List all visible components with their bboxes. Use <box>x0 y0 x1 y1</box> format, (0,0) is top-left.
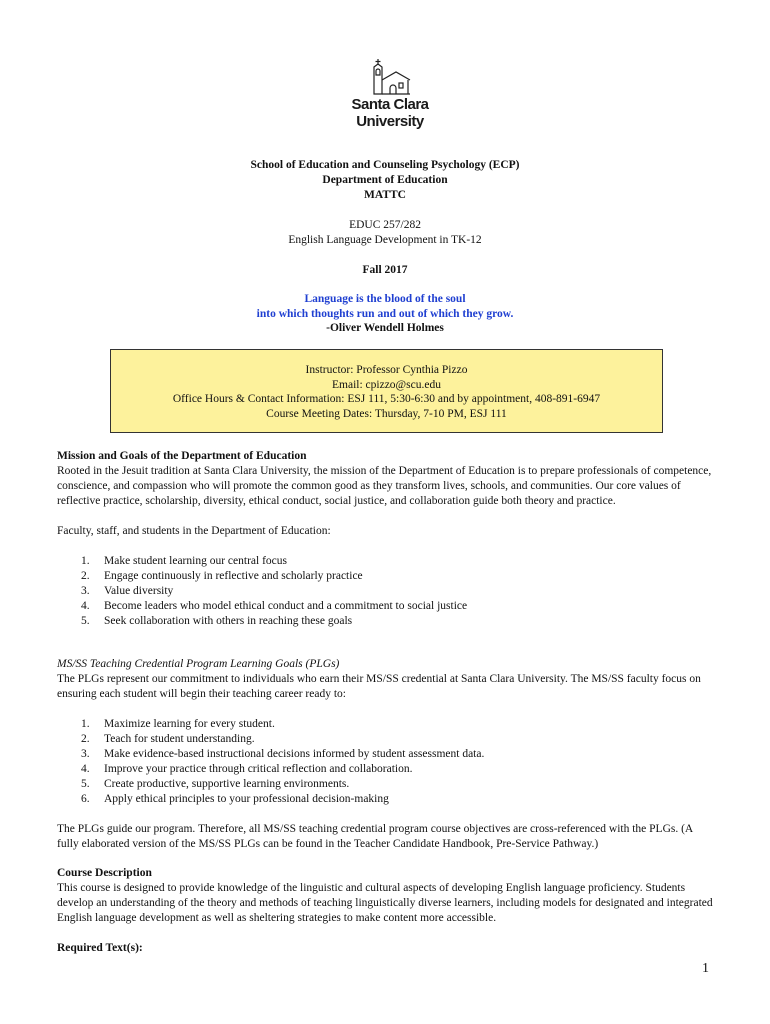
quote-line1: Language is the blood of the soul <box>304 293 466 305</box>
plg-list <box>57 717 717 807</box>
list-item: 1. Make student learning our central focus <box>81 555 287 567</box>
course-number: EDUC 257/282 <box>349 219 421 231</box>
school-name: School of Education and Counseling Psychology (ECP) <box>250 159 520 171</box>
plg-text: The PLGs represent our commitment to individuals who earn their MS/SS credential at Santa Clara University. The MS/SS faculty focus on ensuring each student will begin their teaching career ready to: <box>57 673 701 700</box>
plg-section <box>57 657 717 852</box>
course-description-section <box>57 866 717 956</box>
meeting-dates: Course Meeting Dates: Thursday, 7-10 PM, ESJ 111 <box>266 407 507 420</box>
plg-closing: The PLGs guide our program. Therefore, all MS/SS teaching credential program course objectives are cross-referenced with the PLGs. (A fully elaborated version of the MS/SS PLGs can be found in the Teacher Candidate Handbook, Pre-Service Pathway.) <box>57 823 693 850</box>
mission-text: Rooted in the Jesuit tradition at Santa Clara University, the mission of the Department of Education is to prepare professionals of competence, conscience, and compassion who will promote the common good as they transform lives, schools, and communities. Our core values of reflective practice, scholarship, diversity, ethical conduct, social justice, and collaboration guide both theory and practice. <box>57 465 712 507</box>
term: Fall 2017 <box>362 264 408 276</box>
page-number: 1 <box>702 961 709 976</box>
required-texts-heading: Required Text(s): <box>57 942 143 954</box>
mission-church-icon <box>368 58 412 96</box>
instructor-info-box <box>110 349 663 433</box>
logo-text-line2: University <box>356 113 424 130</box>
list-item: 4. Become leaders who model ethical conduct and a commitment to social justice <box>81 600 468 612</box>
list-item: 6. Apply ethical principles to your professional decision-making <box>81 793 389 805</box>
logo-text-line1: Santa Clara <box>351 96 429 113</box>
instructor-email: Email: cpizzo@scu.edu <box>332 378 441 391</box>
list-item: 4. Improve your practice through critical reflection and collaboration. <box>81 763 413 775</box>
list-item: 5. Seek collaboration with others in reaching these goals <box>81 615 353 627</box>
plg-heading: MS/SS Teaching Credential Program Learning Goals (PLGs) <box>57 658 340 670</box>
list-item: 5. Create productive, supportive learning environments. <box>81 778 350 790</box>
list-item: 3. Value diversity <box>81 585 174 597</box>
quote-line2: into which thoughts run and out of which they grow. <box>256 308 514 320</box>
department-name: Department of Education <box>322 174 448 186</box>
course-description-heading: Course Description <box>57 867 152 879</box>
quote-author: -Oliver Wendell Holmes <box>326 322 444 334</box>
list-item: 3. Make evidence-based instructional decisions informed by student assessment data. <box>81 748 485 760</box>
office-hours: Office Hours & Contact Information: ESJ 111, 5:30-6:30 and by appointment, 408-891-6947 <box>172 393 601 405</box>
mission-heading: Mission and Goals of the Department of Education <box>57 450 307 462</box>
mission-goals-list <box>57 554 717 629</box>
mission-section <box>57 449 717 629</box>
instructor-name: Instructor: Professor Cynthia Pizzo <box>305 364 468 376</box>
university-logo <box>340 58 440 130</box>
list-item: 2. Teach for student understanding. <box>81 733 255 745</box>
list-item: 1. Maximize learning for every student. <box>81 718 275 730</box>
list-item: 2. Engage continuously in reflective and scholarly practice <box>81 570 363 582</box>
course-description-text: This course is designed to provide knowledge of the linguistic and cultural aspects of developing English language proficiency. Students develop an understanding of the theory and methods of teaching linguistically diverse learners, including models for designated and integrated English language development as well as sheltering strategies to make content more accessible. <box>57 882 713 924</box>
program-name: MATTC <box>364 189 406 201</box>
mission-intro: Faculty, staff, and students in the Department of Education: <box>57 525 331 537</box>
course-title: English Language Development in TK-12 <box>288 234 482 246</box>
